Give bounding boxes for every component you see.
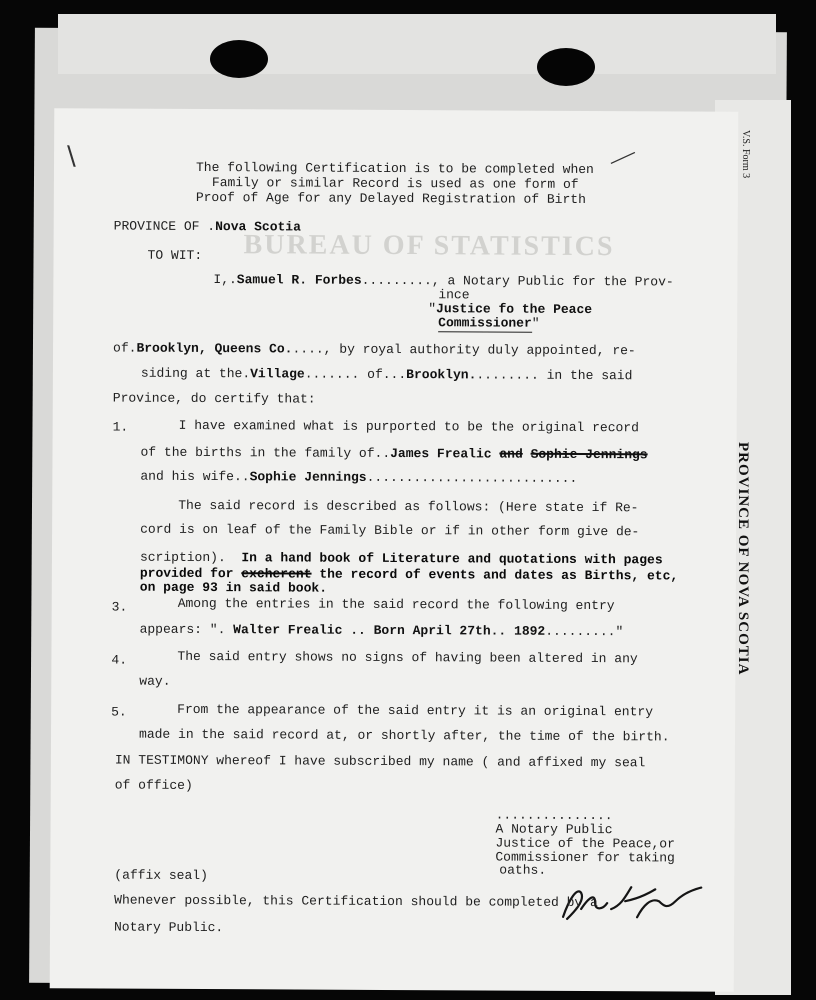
record-description-1: In a hand book of Literature and quotations with pages (241, 550, 663, 568)
item1-line-1: I have examined what is purported to be the original record (178, 417, 639, 436)
location-line-2: siding at the.Village....... of...Brooklyn......... in the said (140, 365, 633, 384)
notary-added-1: "Justice fo the Peace (428, 301, 593, 318)
province-value: Nova Scotia (215, 219, 301, 235)
record-line-3: scription). In a hand book of Literature and quotations with pages (139, 549, 663, 568)
side-title: PROVINCE OF NOVA SCOTIA (735, 442, 751, 676)
province-label: PROVINCE OF . (113, 218, 216, 235)
signature-role-2: Justice of the Peace,or (495, 835, 675, 852)
testimony-line-2: of office) (114, 777, 193, 793)
to-wit: TO WIT: (147, 247, 203, 263)
record-description-3: on page 93 in said book. (139, 579, 328, 596)
header-line-3: Proof of Age for any Delayed Registration of Birth (195, 189, 586, 207)
wife-name: Sophie Jennings (249, 469, 367, 485)
signature-role-3: Commissioner for taking (495, 849, 675, 866)
signature-dots: ............... (495, 807, 613, 824)
bleed-through-heading: BUREAU OF STATISTICS (243, 229, 615, 263)
record-description-2: provided for excherent the record of events and dates as Births, etc, (139, 565, 679, 584)
entry-value: Walter Frealic .. Born April 27th.. 1892 (233, 622, 546, 639)
record-line-1: The said record is described as follows: (Here state if Re- (178, 497, 639, 516)
item5-line-2: made in the said record at, or shortly after, the time of the birth. (138, 726, 670, 745)
struck-name: Sophie Jennings (530, 446, 648, 463)
item4-line-1: The said entry shows no signs of having been altered in any (177, 648, 638, 667)
place-value: Brooklyn, Queens Co. (136, 340, 293, 357)
item5-line-1: From the appearance of the said entry it is an original entry (177, 701, 654, 720)
residing-value: Village (250, 366, 305, 382)
item-number-3: 3. (111, 599, 128, 615)
item-number-5: 5. (111, 704, 127, 720)
affix-seal: (affix seal) (114, 867, 208, 884)
location-line-1: of.Brooklyn, Queens Co....., by royal authority duly appointed, re- (113, 340, 636, 359)
testimony-line-1: IN TESTIMONY whereof I have subscribed my name ( and affixed my seal (114, 752, 646, 771)
binder-hole (537, 48, 595, 86)
pencil-mark: ― (603, 137, 640, 175)
item1-line-3: and his wife..Sophie Jennings........................... (140, 468, 578, 486)
certification-page (50, 108, 739, 992)
item3-line-2: appears: ". Walter Frealic .. Born April 27th.. 1892........." (139, 621, 624, 640)
family-name: James Frealic (390, 445, 492, 462)
location-line-3: Province, do certify that: (112, 390, 316, 407)
item1-line-2: of the births in the family of..James Frealic and Sophie Jennings (140, 444, 648, 463)
notary-line: I,.Samuel R. Forbes........., a Notary Public for the Prov- (213, 272, 674, 290)
notary-added-2: Commissioner" (438, 315, 540, 331)
header-line-1: The following Certification is to be completed when (195, 159, 594, 178)
record-line-2: cord is on leaf of the Family Bible or if in other form give de- (140, 521, 640, 540)
residing-place: Brooklyn. (406, 367, 477, 383)
form-number: V.S. Form 3 (740, 130, 751, 179)
footer-line-1: Whenever possible, this Certification should be completed by a (114, 892, 598, 911)
notary-ince: ince (438, 287, 470, 303)
signature-role-1: A Notary Public (495, 821, 613, 838)
header-line-2: Family or similar Record is used as one form of (211, 175, 579, 192)
item4-line-2: way. (139, 673, 171, 689)
pencil-mark: ∖ (61, 142, 79, 172)
binder-hole (210, 40, 268, 78)
item-number-4: 4. (111, 652, 128, 668)
folder-tab (58, 14, 776, 74)
item3-line-1: Among the entries in the said record the following entry (177, 595, 615, 614)
footer-line-2: Notary Public. (113, 919, 224, 936)
province-line (114, 220, 301, 234)
signature-role-4: oaths. (499, 862, 547, 878)
item-number-1: 1. (112, 419, 129, 435)
notary-name: Samuel R. Forbes (236, 272, 362, 288)
